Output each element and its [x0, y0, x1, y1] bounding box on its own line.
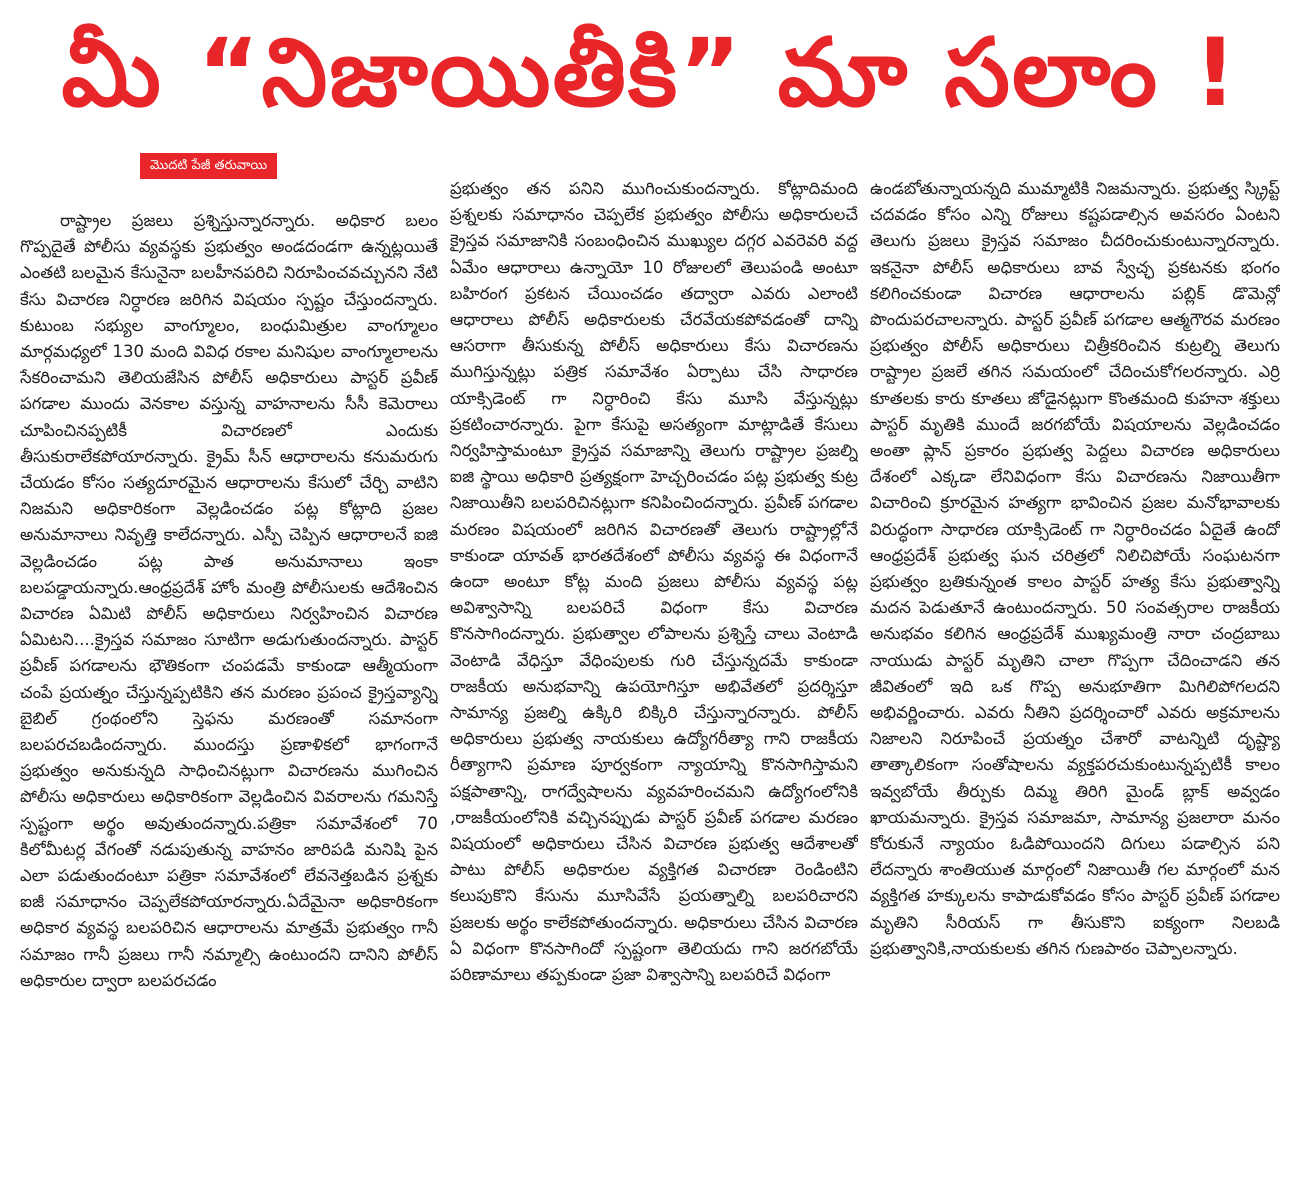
column-3-text: ఉండబోతున్నాయన్నది ముమ్మాటికి నిజమన్నారు. ప్రభుత్వ స్క్రిప్ట్ చదవడం కోసం ఎన్ని రోజులు కష్టపడాల్సిన అవసరం ఏంటని తెలుగు ప్రజలు క్రైస్తవ సమాజం చీదరించుకుంటున్నారన్నారు. ఇకనైనా పోలీస్ అధికారులు బావ స్వేచ్ఛ ప్రకటనకు భంగం కలిగించకుండా విచారణ ఆధారాలను పబ్లిక్ డొమెన్లో పొందుపరచాలన్నారు. పాస్టర్ ప్రవీణ్ పగడాల ఆత్మగౌరవ మరణం ప్రభుత్వం పోలీస్ అధికారులు చిత్రీకరించిన కుట్రల్ని తెలుగు రాష్ట్రాల ప్రజలే తగిన సమయంలో చేదించుకోగలరన్నారు. ఎర్రి కూతలకు కారు కూతలు జోడైనట్లుగా కొంతమంది కుహనా శక్తులు పాస్టర్ మృతికి ముందే జరగబోయే విషయాలను వెల్లడించడం అంతా ప్లాన్ ప్రకారం ప్రభుత్వ పెద్దలు విచారణ అధికారులు దేశంలో ఎక్కడా లేనివిధంగా కేసు విచారణను నిజాయితీగా విచారించి క్రూరమైన హత్యగా భావించిన ప్రజల మనోభావాలకు విరుద్ధంగా సాధారణ యాక్సిడెంట్ గా నిర్ధారించడం ఏదైతే ఉందో ఆంధ్రప్రదేశ్ ప్రభుత్వ ఘన చరిత్రలో నిలిచిపోయే సంఘటనగా ప్రభుత్వం బ్రతికున్నంత కాలం పాస్టర్ హత్య కేసు ప్రభుత్వాన్ని మదన పెడుతూనే ఉంటుందన్నారు. 50 సంవత్సరాల రాజకీయ అనుభవం కలిగిన ఆంధ్రప్రదేశ్ ముఖ్యమంత్రి నారా చంద్రబాబు నాయుడు పాస్టర్ మృతిని చాలా గొప్పగా చేదించాడని తన జీవితంలో ఇది ఒక గొప్ప అనుభూతిగా మిగిలిపోగలదని అభివర్ణించారు. ఎవరు నీతిని ప్రదర్శించారో ఎవరు అక్రమాలను నిజాలని నిరూపించే ప్రయత్నం చేశారో వాటన్నిటి దృష్ట్యా తాత్కాలికంగా సంతోషాలను వ్యక్తపరచుకుంటున్నప్పటికీ కాలం ఇవ్వబోయే తీర్పుకు దిమ్మ తిరిగి మైండ్ బ్లాక్ అవ్వడం ఖాయమన్నారు. క్రైస్తవ సమాజమా, సామాన్య ప్రజలారా మనం కోరుకునే న్యాయం ఓడిపోయిందని దిగులు పడాల్సిన పని లేదన్నారు శాంతియుత మార్గంలో నిజాయితీ గల మార్గంలో మన వ్యక్తిగత హక్కులను కాపాడుకోవడం కోసం పాస్టర్ ప్రవీణ్ పగడాల మృతిని సీరియస్ గా తీసుకొని ఐక్యంగా నిలబడి ప్రభుత్వానికి,నాయకులకు తగిన గుణపాఠం చెప్పాలన్నారు. [870, 179, 1280, 958]
article-column-3 [870, 176, 1280, 1188]
column-2-text: ప్రభుత్వం తన పనిని ముగించుకుందన్నారు. కోట్లాదిమంది ప్రశ్నలకు సమాధానం చెప్పలేక ప్రభుత్వం పోలీసు అధికారులచే క్రైస్తవ సమాజానికి సంబంధించిన ముఖ్యుల దగ్గర ఎవరెవరి వద్ద ఏమేం ఆధారాలు ఉన్నాయో 10 రోజులలో తెలుపండి అంటూ బహిరంగ ప్రకటన చేయించడం తద్వారా ఎవరు ఎలాంటి ఆధారాలు పోలీస్ అధికారులకు చేరవేయకపోవడంతో దాన్ని ఆసరాగా తీసుకున్న పోలీస్ అధికారులు కేసు విచారణను ముగిస్తున్నట్లు పత్రిక సమావేశం ఏర్పాటు చేసి సాధారణ యాక్సిడెంట్ గా నిర్ధారించి కేసు మూసి వేస్తున్నట్లు ప్రకటించారన్నారు. పైగా కేసుపై అసత్యంగా మాట్లాడితే కేసులు నిర్వహిస్తామంటూ క్రైస్తవ సమాజాన్ని తెలుగు రాష్ట్రాల ప్రజల్ని ఐజి స్థాయి అధికారి ప్రత్యక్షంగా హెచ్చరించడం పట్ల ప్రభుత్వ కుట్ర నిజాయితీని బలపరిచినట్లుగా కనిపించిందన్నారు. ప్రవీణ్ పగడాల మరణం విషయంలో జరిగిన విచారణతో తెలుగు రాష్ట్రాల్లోనే కాకుండా యావత్ భారతదేశంలో పోలీసు వ్యవస్థ ఈ విధంగానే ఉందా అంటూ కోట్ల మంది ప్రజలు పోలీసు వ్యవస్థ పట్ల అవిశ్వాసాన్ని బలపరిచే విధంగా కేసు విచారణ కొనసాగిందన్నారు. ప్రభుత్వాల లోపాలను ప్రశ్నిస్తే చాలు వెంటాడి వెంటాడి వేధిస్తూ వేధింపులకు గురి చేస్తున్నదమే కాకుండా రాజకీయ అనుభవాన్ని ఉపయోగిస్తూ అభివేతలో ప్రదర్శిస్తూ సామాన్య ప్రజల్ని ఉక్కిరి బిక్కిరి చేస్తున్నారన్నారు. పోలీస్ అధికారులు ప్రభుత్వ నాయకులు ఉద్యోగరీత్యా గాని రాజకీయ రీత్యాగాని ప్రమాణ పూర్వకంగా న్యాయాన్ని కొనసాగిస్తామని పక్షపాతాన్ని, రాగద్వేషాలను వ్యవహరించమని ఉద్యోగంలోనికి ,రాజకీయంలోనికి వచ్చినప్పుడు పాస్టర్ ప్రవీణ్ పగడాల మరణం విషయంలో అధికారులు చేసిన విచారణ ప్రభుత్వ ఆదేశాలతో పాటు పోలీస్ అధికారుల వ్యక్తిగత విచారణా రెండింటిని కలుపుకొని కేసును మూసివేసే ప్రయత్నాల్ని బలపరిచారని ప్రజలకు అర్థం కాలేకపోతుందన్నారు. అధికారులు చేసిన విచారణ ఏ విధంగా కొనసాగిందో స్పష్టంగా తెలియదు గాని జరగబోయే పరిణామాలు తప్పకుండా ప్రజా విశ్వాసాన్ని బలపరిచే విధంగా [450, 179, 858, 985]
headline: మీ “నిజాయితీకి” మా సలాం ! [61, 19, 1239, 128]
column-1-text: రాష్ట్రాల ప్రజలు ప్రశ్నిస్తున్నారన్నారు. అధికార బలం గొప్పదైతే పోలీసు వ్యవస్థకు ప్రభుత్వం అండదండగా ఉన్నట్లయితే ఎంతటి బలమైన కేసునైనా బలహీనపరిచి నిరూపించవచ్చునని నేటి కేసు విచారణ నిర్ధారణ జరిగిన విషయం స్పష్టం చేస్తుందన్నారు. కుటుంబ సభ్యుల వాంగ్మూలం, బంధుమిత్రుల వాంగ్మూలం మార్గమధ్యలో 130 మంది వివిధ రకాల మనిషుల వాంగ్మూలాలను సేకరించామని తెలియజేసిన పోలీస్ అధికారులు పాస్టర్ ప్రవీణ్ పగడాల ముందు వెనకాల వస్తున్న వాహనాలను సీసీ కెమెరాలు చూపించినప్పటికీ విచారణలో ఎందుకు తీసుకురాలేకపోయారన్నారు. క్రైమ్ సీన్ ఆధారాలను కనుమరుగు చేయడం కోసం సత్యదూరమైన ఆధారాలను కేసులో చేర్చి వాటిని నిజమని అధికారికంగా వెల్లడించడం పట్ల కోట్లాది ప్రజల అనుమానాలు నివృత్తి కాలేదన్నారు. ఎస్పీ చెప్పిన ఆధారాలనే ఐజి వెల్లడించడం పట్ల పాత అనుమానాలు ఇంకా బలపడ్డాయన్నారు.ఆంధ్రప్రదేశ్ హోం మంత్రి పోలీసులకు ఆదేశించిన విచారణ ఏమిటి పోలీస్ అధికారులు నిర్వహించిన విచారణ ఏమిటని....క్రైస్తవ సమాజం సూటిగా అడుగుతుందన్నారు. పాస్టర్ ప్రవీణ్ పగడాలను భౌతికంగా చంపడమే కాకుండా ఆత్మీయంగా చంపే ప్రయత్నం చేస్తున్నప్పటికిని తన మరణం ప్రపంచ క్రైస్తవ్యాన్ని బైబిల్ గ్రంథంలోని స్తెఫను మరణంతో సమానంగా బలపరచబడిందన్నారు. ముందస్తు ప్రణాళికలో భాగంగానే ప్రభుత్వం అనుకున్నది సాధించినట్లుగా విచారణను ముగించిన పోలీసు అధికారులు అధికారికంగా వెల్లడించిన వివరాలను గమనిస్తే స్పష్టంగా అర్థం అవుతుందన్నారు.పత్రికా సమావేశంలో 70 కిలోమీటర్ల వేగంతో నడుపుతున్న వాహనం జారిపడి మనిషి పైన ఎలా పడుతుందంటూ పత్రికా సమావేశంలో లేవనెత్తబడిన ప్రశ్నకు ఐజీ సమాధానం చెప్పలేకపోయారన్నారు.ఏదేమైనా అధికారికంగా అధికార వ్యవస్థ బలపరిచిన ఆధారాలను మాత్రమే ప్రభుత్వం గానీ సమాజం గానీ ప్రజలు గానీ నమ్మాల్సి ఉంటుందని దానిని పోలీస్ అధికారుల ద్వారా బలపరచడం [20, 211, 438, 990]
article-column-1 [20, 208, 438, 1188]
continuation-tag: మొదటి పేజీ తరువాయి [140, 153, 277, 179]
article-column-2 [450, 176, 858, 1188]
